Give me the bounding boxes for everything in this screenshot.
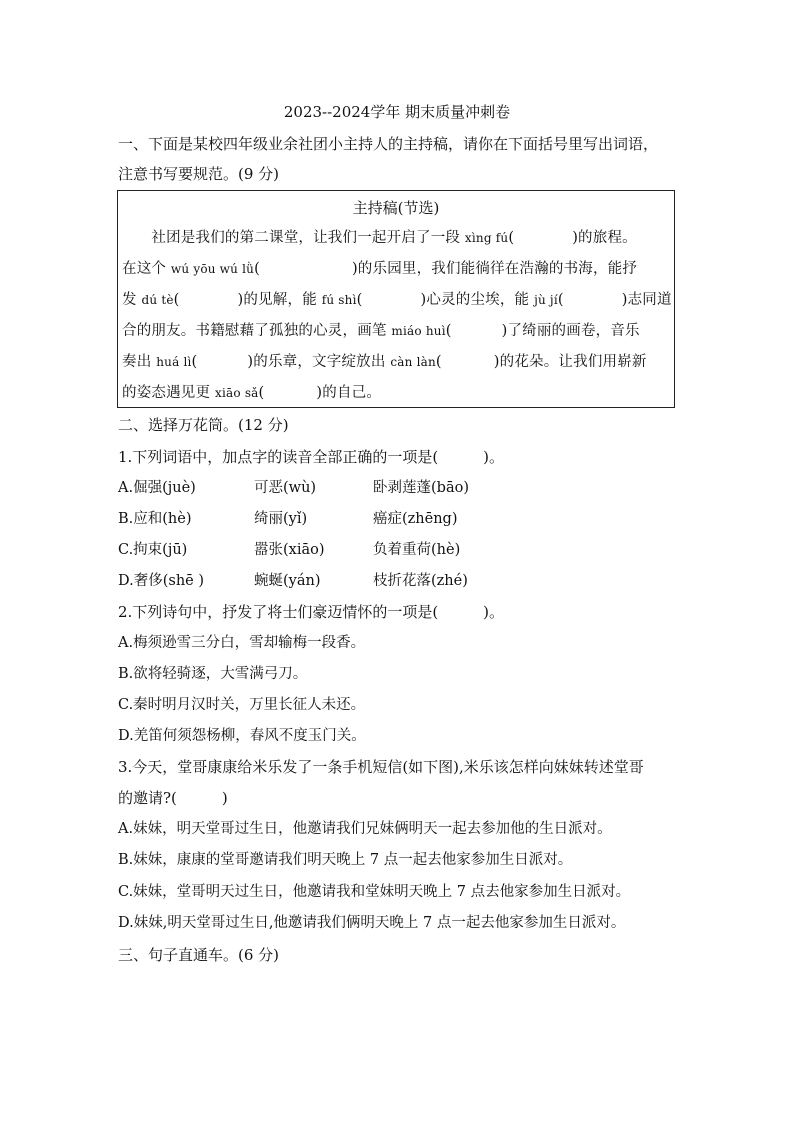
- host-script-title: 主持稿(节选): [352, 199, 440, 217]
- q1-option-item: 癌症(zhēng): [373, 511, 458, 527]
- script-text: 的姿态遇见更: [122, 385, 216, 401]
- script-text: (: [254, 261, 260, 277]
- pinyin-prompt: xiāo sǎ: [215, 386, 259, 400]
- script-text: 合的朋友。书籍慰藉了孤独的心灵，画笔: [122, 323, 392, 339]
- section1-heading-line2: 注意书写要规范。(9 分): [118, 165, 280, 183]
- q3-option-d: D.妹妹,明天堂哥过生日,他邀请我们俩明天晚上 7 点一起去他家参加生日派对。: [118, 915, 626, 931]
- q2-option-a: A.梅须逊雪三分白，雪却输梅一段香。: [118, 635, 366, 651]
- q1-option-item: 卧剥莲蓬(bāo): [373, 480, 469, 496]
- q3-stem-line2: 的邀请?( ): [118, 789, 228, 807]
- q3-option-c: C.妹妹，堂哥明天过生日，他邀请我和堂妹明天晚上 7 点去他家参加生日派对。: [118, 884, 631, 900]
- script-text: (: [258, 385, 265, 401]
- q3-option-a: A.妹妹，明天堂哥过生日，他邀请我们兄妹俩明天一起去参加他的生日派对。: [118, 821, 612, 837]
- section1-heading-line1: 一、下面是某校四年级业余社团小主持人的主持稿，请你在下面括号里写出词语，: [118, 135, 659, 153]
- pinyin-prompt: fú shì: [321, 293, 357, 307]
- script-text: )的旅程。: [572, 230, 637, 246]
- script-text: (: [435, 354, 442, 370]
- script-text: 社团是我们的第二课堂，让我们一起开启了一段: [122, 230, 465, 246]
- script-text: )的花朵。让我们用崭新: [493, 354, 647, 370]
- q1-option-item: 负着重荷(hè): [373, 542, 461, 558]
- pinyin-prompt: xìng fú: [464, 231, 509, 245]
- q2-option-b: B.欲将轻骑逐，大雪满弓刀。: [118, 666, 308, 682]
- script-text: (: [173, 292, 180, 308]
- pinyin-prompt: dú tè: [141, 293, 174, 307]
- q1-option-item: D.奢侈(shē ): [118, 573, 205, 589]
- host-script-line: [122, 289, 670, 311]
- q1-option-item: 嚣张(xiāo): [254, 542, 325, 558]
- script-text: )的自己。: [316, 385, 382, 401]
- q1-option-item: 蜿蜒(yán): [254, 573, 321, 589]
- script-text: (: [191, 354, 198, 370]
- pinyin-prompt: miáo huì: [391, 324, 446, 338]
- host-script-line: [122, 320, 670, 342]
- script-text: 奏出: [122, 354, 157, 370]
- section2-heading: 二、选择万花筒。(12 分): [118, 416, 289, 434]
- script-text: (: [557, 292, 564, 308]
- q2-option-d: D.羌笛何须怨杨柳，春风不度玉门关。: [118, 728, 366, 744]
- script-text: )的乐园里，我们能徜徉在浩瀚的书海，能抒: [351, 261, 638, 277]
- host-script-line: [122, 382, 670, 404]
- script-text: (: [445, 323, 452, 339]
- q1-option-item: C.拘束(jū): [118, 542, 188, 558]
- q1-stem: 1.下列词语中，加点字的读音全部正确的一项是( )。: [118, 448, 505, 466]
- pinyin-prompt: huá lì: [156, 355, 192, 369]
- host-script-box: [117, 190, 675, 408]
- q3-stem-line1: 3.今天，堂哥康康给米乐发了一条手机短信(如下图),米乐该怎样向妹妹转述堂哥: [118, 758, 644, 776]
- q1-option-item: 绮丽(yǐ): [254, 511, 308, 527]
- host-script-line: [122, 258, 670, 280]
- script-text: )的乐章，文字绽放出: [247, 354, 391, 370]
- q2-option-c: C.秦时明月汉时关，万里长征人未还。: [118, 697, 366, 713]
- script-text: 在这个: [122, 261, 171, 277]
- q1-option-item: A.倔强(juè): [118, 480, 196, 496]
- section3-heading: 三、句子直通车。(6 分): [118, 946, 280, 964]
- pinyin-prompt: wú yōu wú lǜ: [170, 262, 255, 276]
- host-script-line: [122, 227, 670, 249]
- script-text: )的见解，能: [237, 292, 322, 308]
- script-text: )心灵的尘埃，能: [420, 292, 535, 308]
- script-text: 发: [122, 292, 142, 308]
- script-text: (: [508, 230, 515, 246]
- q3-option-b: B.妹妹，康康的堂哥邀请我们明天晚上 7 点一起去他家参加生日派对。: [118, 852, 573, 868]
- host-script-line: [122, 351, 670, 373]
- q1-option-item: 枝折花落(zhé): [373, 573, 468, 589]
- q1-option-item: 可恶(wù): [254, 480, 317, 496]
- pinyin-prompt: jù jí: [534, 293, 558, 307]
- script-text: )了绮丽的画卷，音乐: [501, 323, 640, 339]
- q2-stem: 2.下列诗句中，抒发了将士们豪迈情怀的一项是( )。: [118, 603, 505, 621]
- pinyin-prompt: càn làn: [390, 355, 436, 369]
- script-text: )志同道: [621, 292, 672, 308]
- script-text: (: [356, 292, 363, 308]
- exam-title: 2023--2024学年 期末质量冲刺卷: [283, 103, 511, 121]
- q1-option-item: B.应和(hè): [118, 511, 192, 527]
